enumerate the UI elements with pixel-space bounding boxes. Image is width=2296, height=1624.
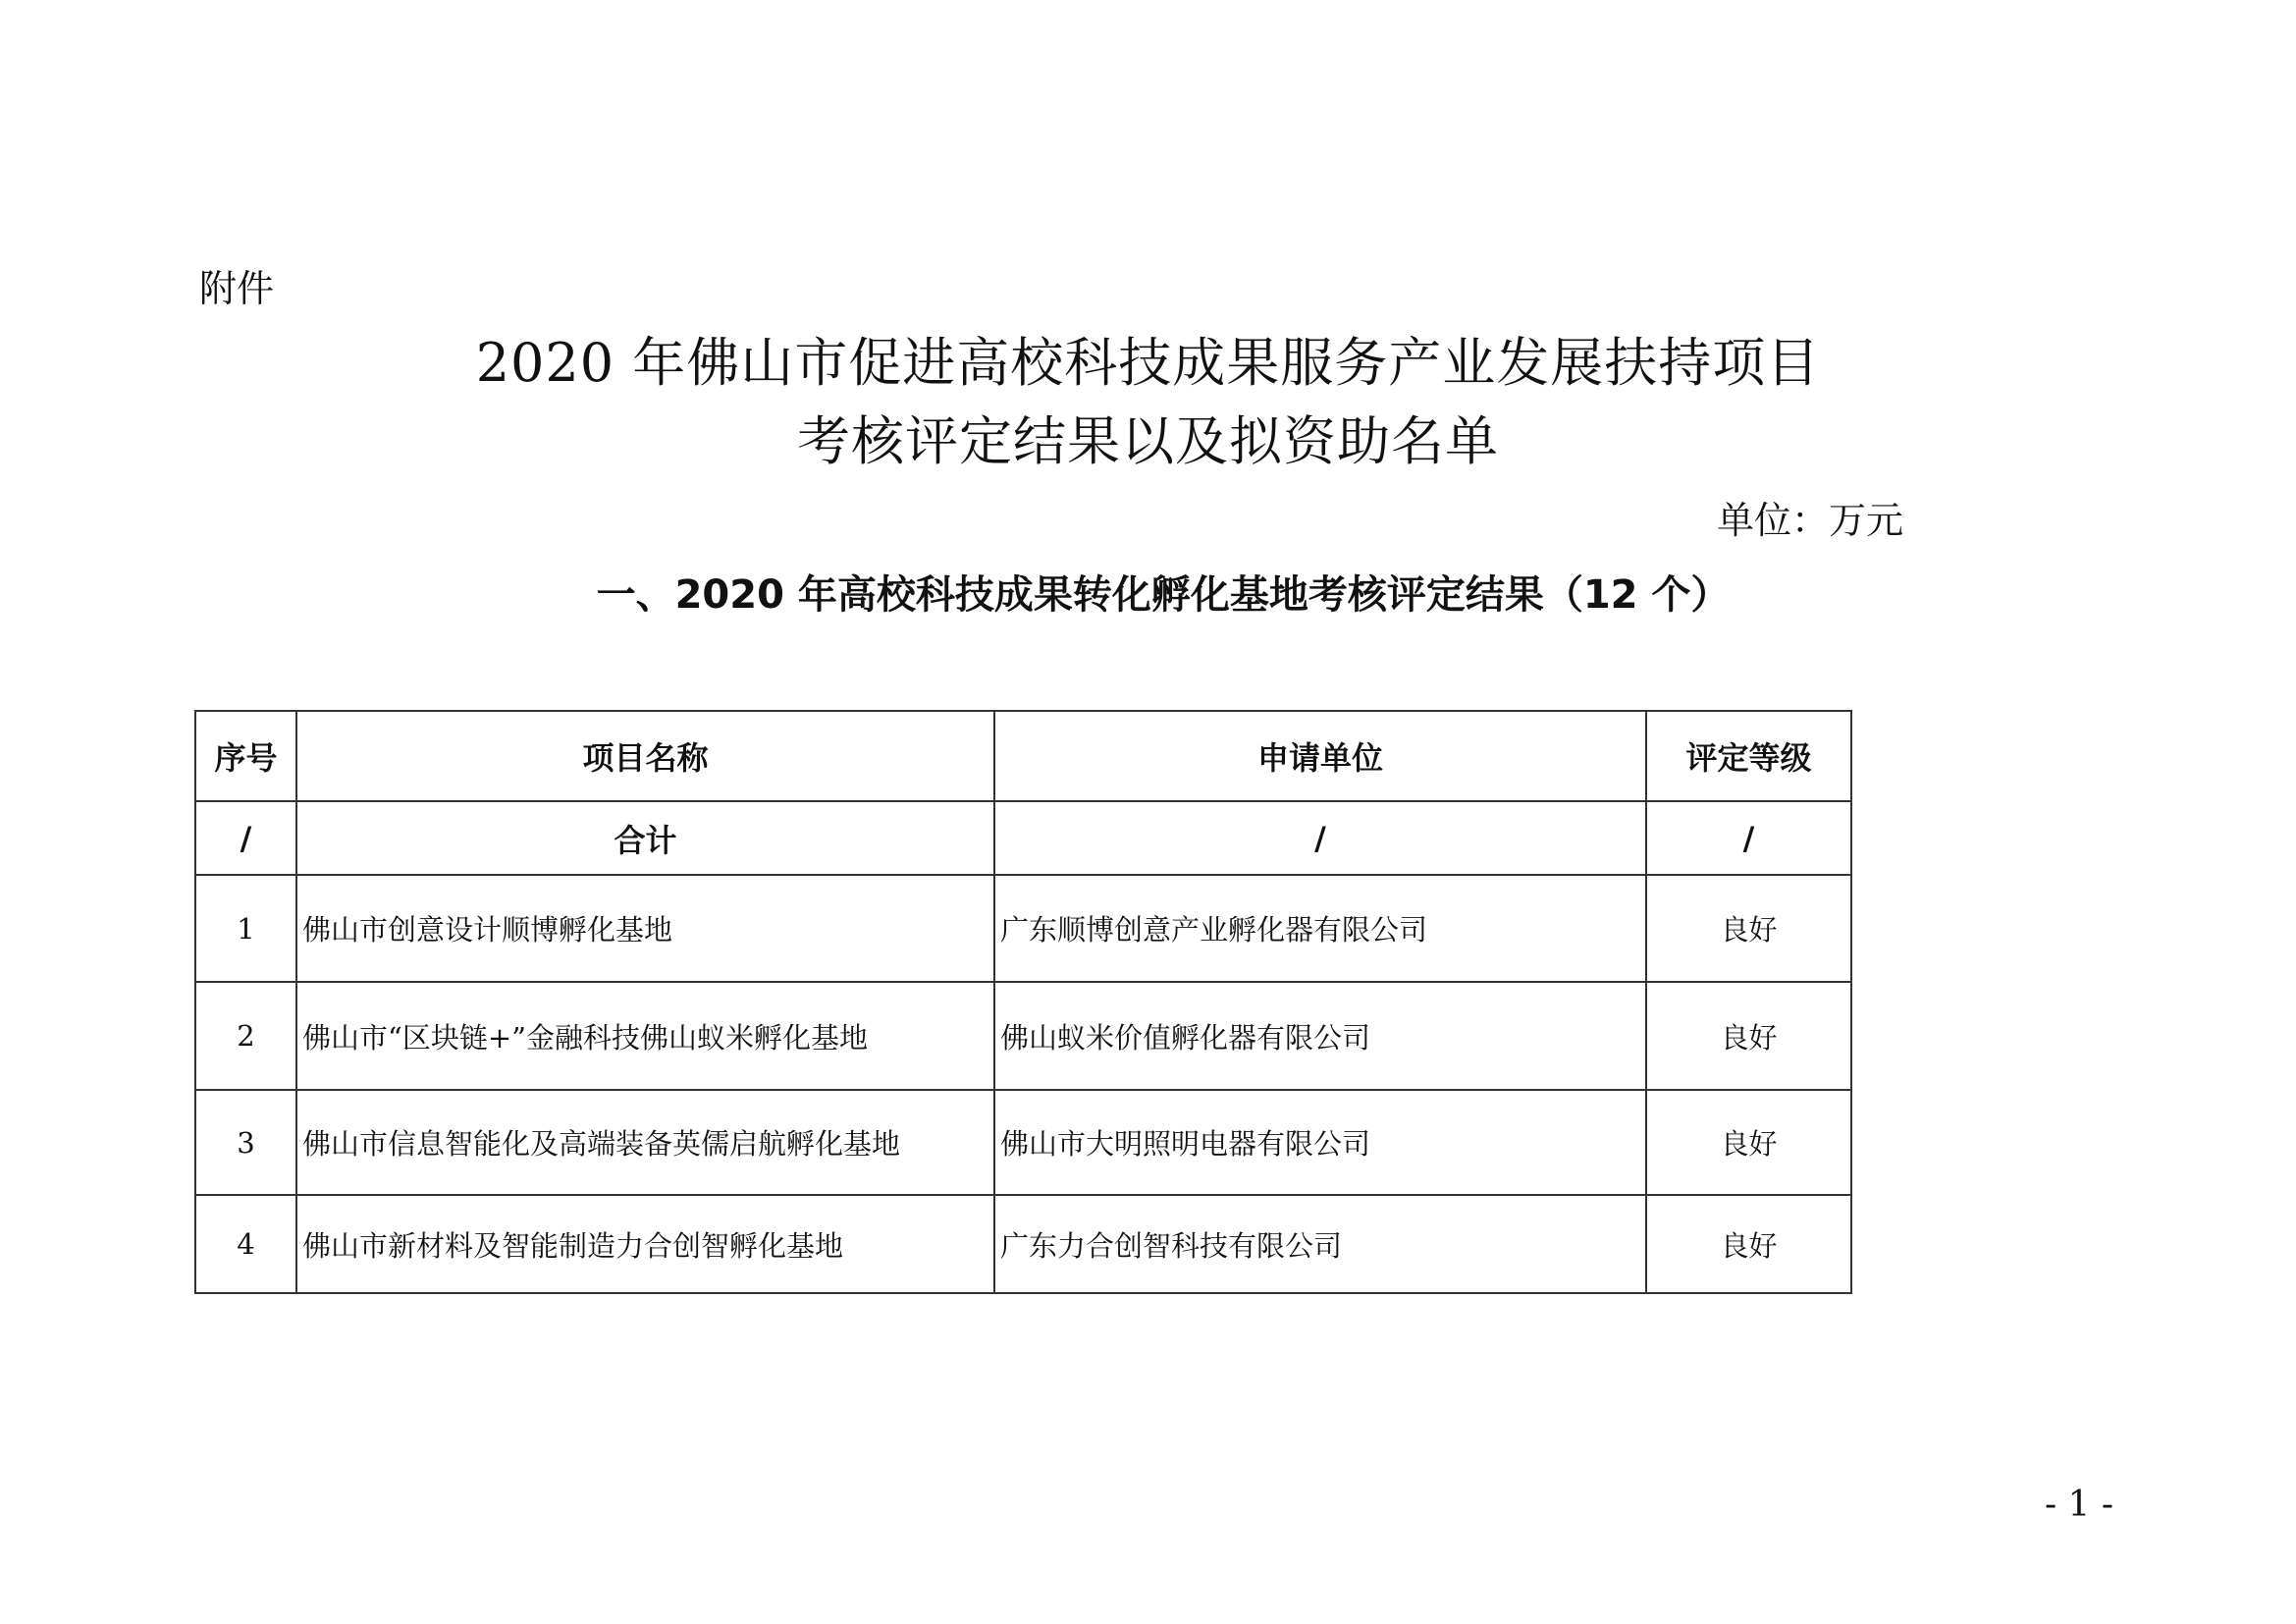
page-number: - 1 - (2044, 1485, 2114, 1525)
row-grade: 良好 (1646, 982, 1851, 1090)
total-project: 合计 (296, 801, 994, 875)
header-no: 序号 (195, 711, 296, 801)
table-total-row (195, 801, 1851, 875)
document-title (0, 324, 2296, 481)
row-applicant: 广东力合创智科技有限公司 (994, 1195, 1646, 1293)
row-no: 3 (195, 1090, 296, 1195)
total-no: / (195, 801, 296, 875)
title-line-2: 考核评定结果以及拟资助名单 (797, 410, 1499, 472)
table-row (195, 982, 1851, 1090)
header-applicant: 申请单位 (994, 711, 1646, 801)
row-no: 4 (195, 1195, 296, 1293)
table-header-row (195, 711, 1851, 801)
total-applicant: / (994, 801, 1646, 875)
row-grade: 良好 (1646, 1090, 1851, 1195)
table-row (195, 875, 1851, 982)
row-grade: 良好 (1646, 875, 1851, 982)
row-no: 2 (195, 982, 296, 1090)
row-applicant: 广东顺博创意产业孵化器有限公司 (994, 875, 1646, 982)
header-grade: 评定等级 (1646, 711, 1851, 801)
row-project: 佛山市创意设计顺博孵化基地 (296, 875, 994, 982)
row-applicant: 佛山市大明照明电器有限公司 (994, 1090, 1646, 1195)
row-no: 1 (195, 875, 296, 982)
title-line-1: 2020 年佛山市促进高校科技成果服务产业发展扶持项目 (475, 332, 1821, 394)
section-heading: 一、2020 年高校科技成果转化孵化基地考核评定结果（12 个） (596, 572, 1731, 618)
table-row (195, 1195, 1851, 1293)
attachment-label: 附件 (199, 267, 275, 310)
table-row (195, 1090, 1851, 1195)
row-project: 佛山市“区块链+”金融科技佛山蚁米孵化基地 (296, 982, 994, 1090)
row-project: 佛山市信息智能化及高端装备英儒启航孵化基地 (296, 1090, 994, 1195)
row-grade: 良好 (1646, 1195, 1851, 1293)
header-project: 项目名称 (296, 711, 994, 801)
unit-label: 单位：万元 (1716, 499, 1903, 542)
total-grade: / (1646, 801, 1851, 875)
row-project: 佛山市新材料及智能制造力合创智孵化基地 (296, 1195, 994, 1293)
result-table (194, 710, 1852, 1294)
row-applicant: 佛山蚁米价值孵化器有限公司 (994, 982, 1646, 1090)
